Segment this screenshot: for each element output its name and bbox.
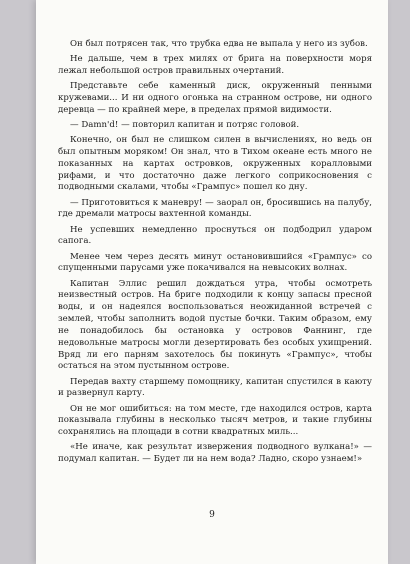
paragraph: — Damn'd! — повторил капитан и потряс головой. (70, 119, 300, 130)
paragraph: Не дальше, чем в трех милях от брига на поверхности моря лежал небольшой остров правильных очертаний. (58, 54, 372, 76)
paragraph: — Приготовиться к маневру! — заорал он, бросившись на палубу, где дремали матросы вахтенной команды. (58, 197, 372, 220)
page-number: 9 (209, 510, 215, 520)
paragraph: Капитан Эллис решил дождаться утра, чтобы осмотреть неизвестный остров. На бриге подходили к концу запасы пресной воды, и он надеялся воспользоваться неожиданной встречей с землей, чтобы заполнить водой пустые бочки. Таким образом, ему не понадобилось бы остановка у островов Фаннинг, где недовольные матросы могли дезертировать без особых ухищрений. Вряд ли его парням захотелось бы покинуть «Грампус», чтобы остаться на этом пустынном острове. (58, 278, 372, 372)
paragraph: Он был потрясен так, что трубка едва не выпала у него из зубов. (70, 39, 368, 49)
paragraph: Он не мог ошибиться: на том месте, где находился остров, карта показывала глубины в несколько тысяч метров, и такие глубины сохранялись на площади в сотни квадратных миль... (58, 403, 372, 438)
page-body-text (58, 39, 372, 469)
paragraph: Передав вахту старшему помощнику, капитан спустился в каюту и развернул карту. (58, 376, 372, 399)
paragraph: Менее чем через десять минут остановившийся «Грампус» со спущенными парусами уже покачивался на невысоких волнах. (58, 251, 372, 274)
book-page (36, 0, 388, 564)
paragraph: Не успевших немедленно проснуться он подбодрил ударом сапога. (58, 224, 372, 247)
paragraph: Конечно, он был не слишком силен в вычислениях, но ведь он был опытным моряком! Он знал, что в Тихом океане есть много не показанных на картах островков, окруженных коралловыми рифами, и что достаточно даже легкого соприкосновения с подводными скалами, чтобы «Грампус» пошел ко дну. (58, 135, 372, 193)
paragraph: Представьте себе каменный диск, окруженный пенными кружевами... И ни одного огонька на странном острове, ни одного деревца — по крайней мере, в пределах прямой видимости. (58, 81, 372, 115)
paragraph: «Не иначе, как результат извержения подводного вулкана!» — подумал капитан. — Будет ли на нем вода? Ладно, скоро узнаем!» (58, 442, 372, 465)
